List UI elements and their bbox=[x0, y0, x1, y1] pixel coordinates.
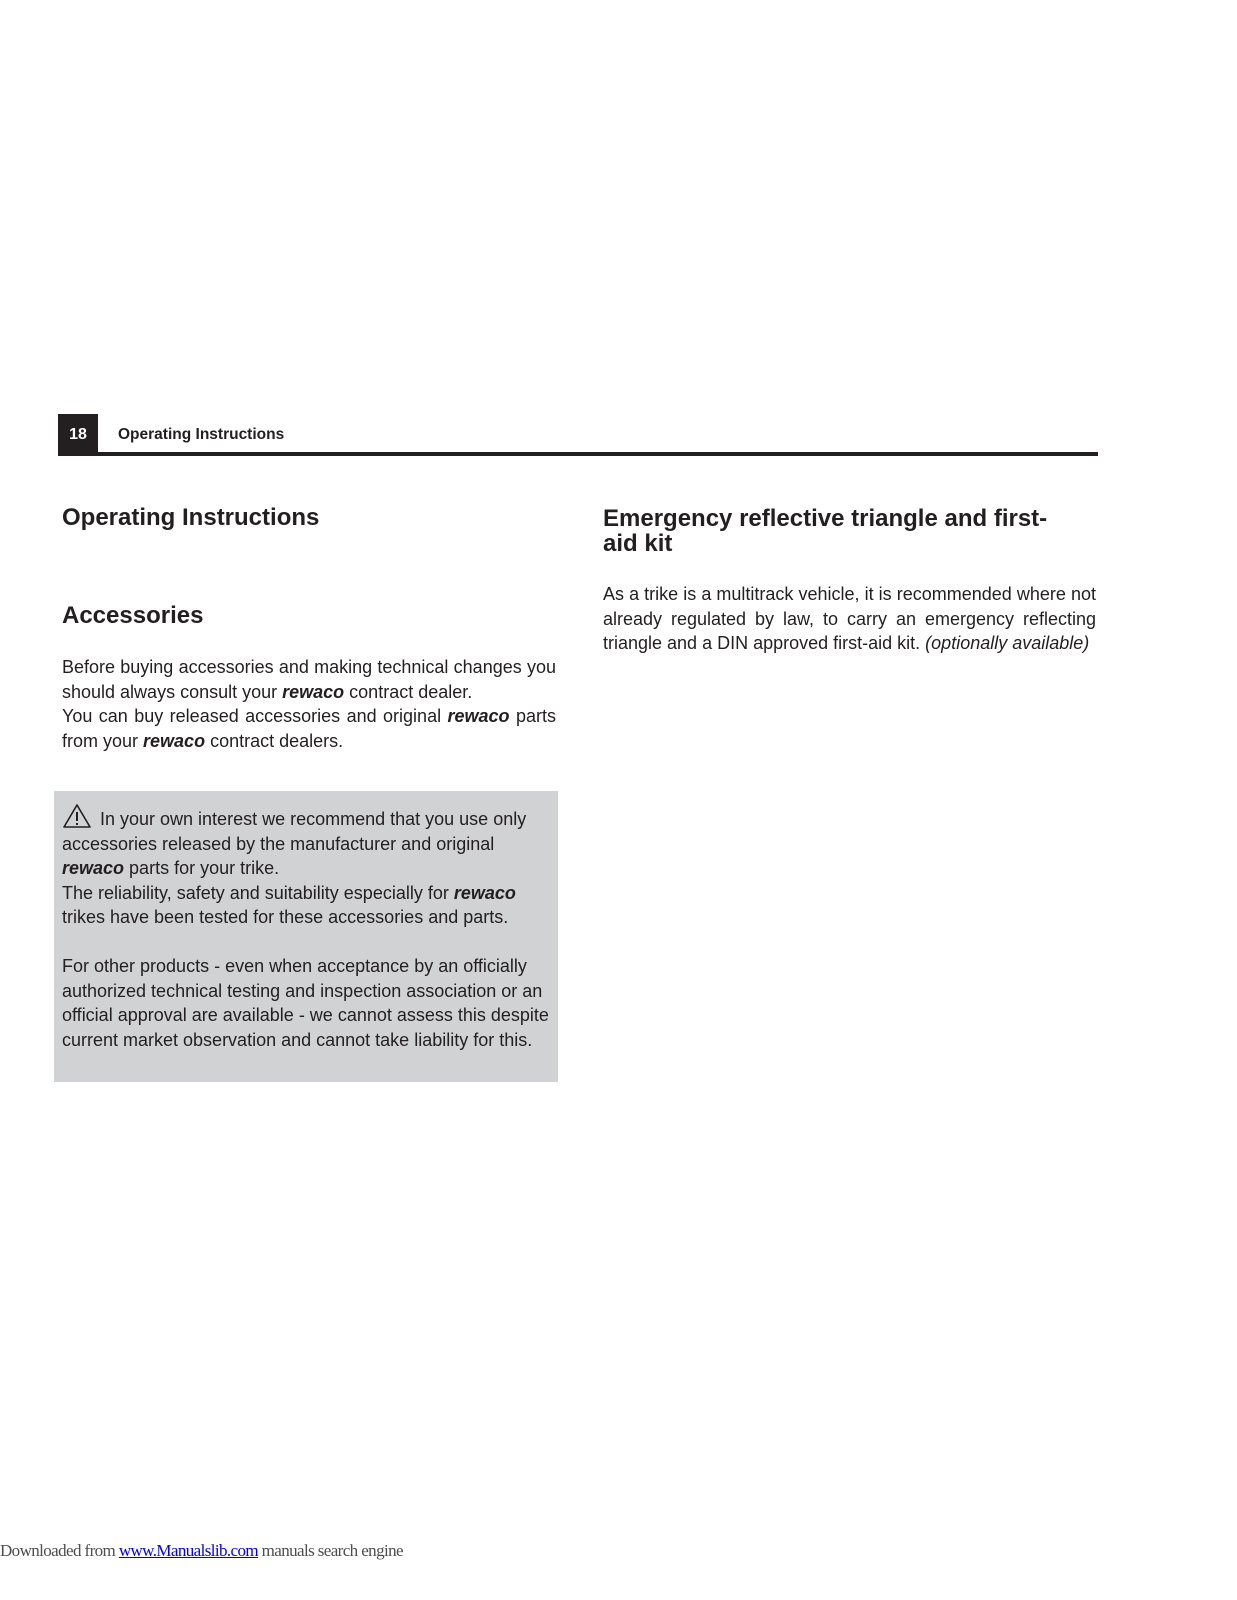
warning-triangle-icon bbox=[62, 803, 92, 829]
brand-name: rewaco bbox=[143, 730, 206, 751]
emergency-kit-body: As a trike is a multitrack vehicle, it is recommended where not already regulated by law, to carry an emergency reflecting triangle and a DIN approved first-aid kit. (optionally available) bbox=[603, 584, 1096, 653]
emergency-kit-heading: Emergency reflective triangle and first-aid kit bbox=[603, 505, 1048, 557]
warning-text: In your own interest we recommend that you use only accessories released by the manufacturer and original rewaco parts for your trike. The reliability, safety and suitability especially for rewaco trikes have been tested for these accessories and parts. For other products - even when acceptance by an officially authorized technical testing and inspection association or an official approval are available - we cannot assess this despite current market observation and cannot take liability for this. bbox=[62, 803, 552, 1052]
warning-box bbox=[54, 791, 558, 1082]
accessories-heading: Accessories bbox=[62, 602, 204, 629]
header-rule bbox=[58, 452, 1098, 456]
accessories-body: Before buying accessories and making technical changes you should always consult your rewaco contract dealer. You can buy released accessories and original rewaco parts from your rewaco contract dealers. bbox=[62, 657, 556, 751]
manualslib-link[interactable]: www.Manualslib.com bbox=[118, 1541, 259, 1560]
download-footer: Downloaded from www.Manualslib.com manuals search engine bbox=[0, 1541, 403, 1560]
running-header: Operating Instructions bbox=[118, 426, 285, 443]
brand-name: rewaco bbox=[447, 706, 510, 726]
brand-name: rewaco bbox=[62, 858, 125, 878]
page-title: Operating Instructions bbox=[62, 504, 320, 531]
brand-name: rewaco bbox=[282, 681, 345, 702]
page-number: 18 bbox=[58, 414, 98, 456]
availability-note: (optionally available) bbox=[925, 633, 1090, 653]
brand-name: rewaco bbox=[453, 882, 516, 903]
